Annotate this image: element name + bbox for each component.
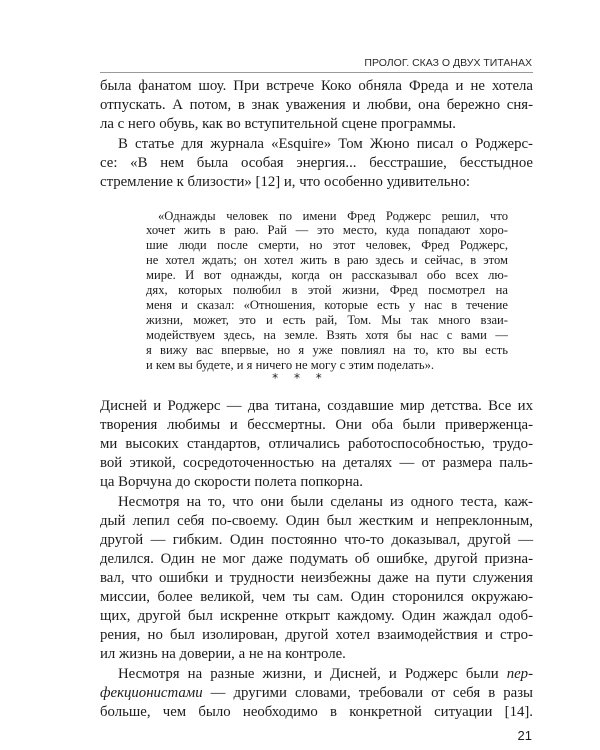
quote-line: жизни, может, это и есть рай, Том. Мы так много взаи- <box>146 313 508 327</box>
page-number: 21 <box>517 728 532 743</box>
running-header: ПРОЛОГ. СКАЗ О ДВУХ ТИТАНАХ <box>364 57 532 69</box>
text-line: творения любимы и бессмертны. Они оба были приверженца- <box>100 417 533 433</box>
text-line <box>100 685 533 702</box>
text-line: Несмотря на то, что они были сделаны из одного теста, каж- <box>118 494 533 510</box>
text-run: Несмотря на разные жизни, и Дисней, и Роджерс были <box>118 666 507 682</box>
quote-line: не хотел ждать; он хотел жить в раю здесь и сейчас, в этом <box>146 253 508 267</box>
text-line: рения, но был изолирован, другой хотел взаимодействия и стро- <box>100 627 533 643</box>
quote-line: «Однажды человек по имени Фред Роджерс решил, что <box>158 209 508 223</box>
text-line <box>118 666 533 683</box>
text-line: ла с него обувь, как во вступительной сцене программы. <box>100 116 456 132</box>
italic-term: фекционистами <box>100 685 203 701</box>
text-line: Дисней и Роджерс — два титана, создавшие мир детства. Все их <box>100 398 533 414</box>
quote-line: дях, которых полюбил в этой жизни, Фред посмотрел на <box>146 283 508 297</box>
text-line: вал, что ошибки и трудности неизбежны даже на пути служения <box>100 570 533 586</box>
quote-line: модействуем здесь, на земле. Взять хотя бы нас с вами — <box>146 328 508 342</box>
text-line: щих, другой был искренне открыт каждому. Один жаждал одоб- <box>100 608 533 624</box>
text-run: — другими словами, требовали от себя в разы <box>202 685 533 701</box>
text-line: се: «В нем была особая энергия... бесстрашие, бесстыдное <box>100 155 533 171</box>
text-line: ми высоких стандартов, отличались работоспособностью, трудо- <box>100 436 533 452</box>
text-line: отпускать. А потом, в знак уважения и любви, она бережно сня- <box>100 97 533 113</box>
text-line: ил жизнь на доверии, а не на контроле. <box>100 646 346 662</box>
quote-line: меня и сказал: «Отношения, которые есть у нас в течение <box>146 298 508 312</box>
text-line: была фанатом шоу. При встрече Коко обняла Фреда и не хотела <box>100 78 533 94</box>
quote-line: хочет жить в раю. Рай — это место, куда попадают хоро- <box>146 223 508 237</box>
header-divider <box>100 72 533 73</box>
text-line: другой — гибким. Один постоянно что-то доказывал, другой — <box>100 532 533 548</box>
text-line: дый лепил себя по-своему. Один был жестким и непреклонным, <box>100 513 533 529</box>
text-line: больше, чем было необходимо в конкретной ситуации [14]. <box>100 704 533 720</box>
section-separator: * * * <box>272 371 328 385</box>
quote-line: мире. И вот однажды, когда он рассказывал обо всех лю- <box>146 268 508 282</box>
text-line: ца Ворчуна до скорости полета попкорна. <box>100 474 363 490</box>
text-line: вой этикой, сосредоточенностью на деталях — от размера паль- <box>100 455 533 471</box>
text-line: В статье для журнала «Esquire» Том Жюно писал о Роджерс- <box>118 136 533 152</box>
quote-line: и кем вы будете, и я ничего не могу с этим поделать». <box>146 358 435 372</box>
quote-line: шие люди после смерти, но этот человек, Фред Роджерс, <box>146 238 508 252</box>
text-line: делился. Один не мог даже подумать об ошибке, другой призна- <box>100 551 533 567</box>
text-line: стремление к близости» [12] и, что особенно удивительно: <box>100 174 470 190</box>
text-line: миссии, более великой, чем ты сам. Один сторонился окружаю- <box>100 589 533 605</box>
quote-line: я вижу вас впервые, но я уже повлиял на то, кто вы есть <box>146 343 508 357</box>
italic-term: пер- <box>506 666 533 682</box>
